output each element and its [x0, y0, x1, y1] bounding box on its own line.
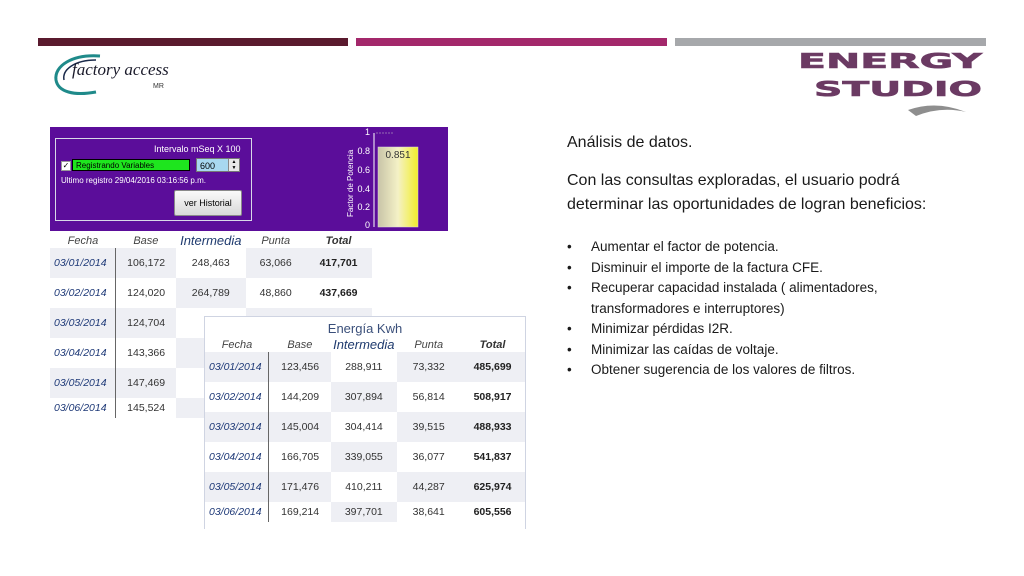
col-header-fecha: Fecha [221, 338, 253, 351]
cell-total: 437,669 [319, 287, 358, 299]
gauge-tick-0.2: 0.2 [357, 202, 370, 212]
bullet-icon: • [567, 259, 572, 275]
cell-base: 145,004 [269, 412, 331, 442]
cell-base: 166,705 [281, 451, 320, 463]
list-item-text: Recuperar capacidad instalada ( alimentadores, transformadores e interruptores) [591, 280, 878, 316]
table-row [50, 278, 372, 308]
cell-punta: 44,287 [397, 472, 461, 502]
gauge-tick-0.4: 0.4 [357, 184, 370, 194]
cell-fecha: 03/05/2014 [205, 472, 269, 502]
energy-table-overlay [204, 316, 526, 529]
cell-fecha: 03/01/2014 [205, 352, 269, 382]
header-bar-magenta [356, 38, 667, 46]
gauge-value-label: 0.851 [385, 150, 411, 161]
cell-fecha: 03/03/2014 [50, 308, 116, 338]
gauge-tick-0.6: 0.6 [357, 165, 370, 175]
energy-studio-logo [796, 52, 986, 122]
list-item [567, 319, 937, 340]
cell-intermedia: 304,414 [331, 412, 397, 442]
table-row [205, 442, 525, 472]
cell-total: 417,701 [306, 248, 372, 278]
cell-fecha: 03/03/2014 [205, 412, 269, 442]
energy-kwh-table [205, 337, 525, 522]
last-record-text: Ultimo registro 29/04/2016 03:16:56 p.m. [61, 176, 206, 185]
cell-total: 605,556 [473, 506, 512, 518]
col-header-intermedia: Intermedia [180, 233, 242, 248]
cell-punta: 63,066 [246, 248, 306, 278]
recording-checkbox[interactable]: ✓ [62, 161, 70, 170]
cell-total: 485,699 [461, 352, 525, 382]
col-header-base: Base [287, 338, 313, 351]
gauge-tick-0: 0 [364, 220, 370, 230]
list-item-text: Disminuir el importe de la factura CFE. [591, 259, 823, 275]
header-bar-gray [675, 38, 986, 46]
table-row [205, 412, 525, 442]
slide-text [567, 133, 937, 381]
power-factor-gauge [318, 127, 448, 231]
bullet-icon: • [567, 239, 572, 254]
cell-base: 144,209 [281, 391, 320, 403]
cell-intermedia: 339,055 [331, 442, 397, 472]
table-row [50, 248, 372, 278]
cell-intermedia: 307,894 [331, 382, 397, 412]
gauge-tick-0.8: 0.8 [357, 146, 370, 156]
section-heading: Análisis de datos. [567, 134, 693, 151]
list-item [567, 278, 937, 319]
list-item [567, 340, 937, 361]
cell-intermedia: 410,211 [331, 472, 397, 502]
list-item [567, 237, 937, 258]
cell-intermedia: 264,789 [176, 278, 246, 308]
gauge-tick-1: 1 [364, 127, 370, 137]
view-history-button[interactable]: ver Historial [174, 190, 242, 216]
table-caption: Energía Kwh [327, 321, 403, 336]
table-row [205, 472, 525, 502]
cell-fecha: 03/04/2014 [205, 442, 269, 472]
cell-fecha: 03/06/2014 [205, 502, 269, 522]
interval-spinner[interactable] [196, 158, 240, 172]
factory-access-logo [52, 52, 182, 98]
spinner-arrows-icon[interactable]: ▲ ▼ [228, 159, 239, 171]
studio-swoosh-icon [908, 105, 966, 116]
studio-line2: STUDIO [814, 77, 982, 101]
cell-punta: 38,641 [412, 506, 445, 518]
bullet-icon: • [567, 280, 572, 295]
table-row [205, 352, 525, 382]
cell-fecha: 03/04/2014 [50, 338, 116, 368]
logo-mark: MR [153, 83, 164, 90]
cell-base: 123,456 [269, 352, 331, 382]
bullet-icon: • [567, 321, 572, 336]
interval-spinner-value: 600 [200, 161, 216, 171]
cell-base: 124,020 [127, 287, 166, 299]
list-item [567, 258, 937, 279]
studio-line1: ENERGY [798, 52, 984, 73]
cell-fecha: 03/02/2014 [205, 382, 269, 412]
cell-total: 488,933 [461, 412, 525, 442]
cell-base: 171,476 [269, 472, 331, 502]
col-header-punta: Punta [414, 338, 444, 351]
interval-label: Intervalo mSeq X 100 [154, 144, 241, 154]
gauge-axis-label: Factor de Potencia [346, 149, 355, 217]
intro-paragraph: Con las consultas exploradas, el usuario podrá determinar las oportunidades de logran beneficios: [567, 172, 927, 213]
monitor-panel [50, 127, 448, 231]
benefits-list [567, 237, 937, 381]
cell-punta: 56,814 [412, 391, 445, 403]
cell-punta: 36,077 [412, 451, 445, 463]
col-header-total: Total [479, 338, 506, 351]
col-header-fecha: Fecha [67, 234, 99, 247]
table-row [205, 502, 525, 522]
list-item-text: Aumentar el factor de potencia. [591, 239, 779, 254]
cell-punta: 73,332 [397, 352, 461, 382]
col-header-base: Base [133, 234, 159, 247]
cell-punta: 39,515 [397, 412, 461, 442]
recording-status: Registrando Variables [72, 159, 190, 171]
cell-fecha: 03/01/2014 [50, 248, 116, 278]
cell-base: 143,366 [127, 347, 166, 359]
bullet-icon: • [567, 362, 572, 377]
cell-total: 508,917 [473, 391, 512, 403]
cell-total: 541,837 [473, 451, 512, 463]
logo-text: factory access [72, 60, 169, 79]
cell-fecha: 03/02/2014 [50, 278, 116, 308]
cell-intermedia: 248,463 [176, 248, 246, 278]
list-item-text: Minimizar pérdidas I2R. [591, 321, 733, 336]
col-header-total: Total [325, 234, 352, 247]
cell-base: 106,172 [116, 248, 176, 278]
cell-base: 147,469 [116, 368, 176, 398]
cell-intermedia: 397,701 [331, 502, 397, 522]
cell-fecha: 03/06/2014 [50, 398, 116, 418]
cell-intermedia: 288,911 [331, 352, 397, 382]
header-bar-maroon [38, 38, 348, 46]
cell-punta: 48,860 [259, 287, 292, 299]
list-item [567, 360, 937, 381]
list-item-text: Minimizar las caídas de voltaje. [591, 341, 779, 357]
bullet-icon: • [567, 341, 572, 357]
col-header-intermedia: Intermedia [333, 337, 395, 352]
col-header-punta: Punta [261, 234, 291, 247]
table-row [205, 382, 525, 412]
cell-total: 625,974 [461, 472, 525, 502]
control-group [55, 138, 252, 221]
list-item-text: Obtener sugerencia de los valores de filtros. [591, 362, 856, 377]
cell-base: 145,524 [127, 402, 166, 414]
cell-base: 169,214 [281, 506, 320, 518]
cell-base: 124,704 [116, 308, 176, 338]
cell-fecha: 03/05/2014 [50, 368, 116, 398]
